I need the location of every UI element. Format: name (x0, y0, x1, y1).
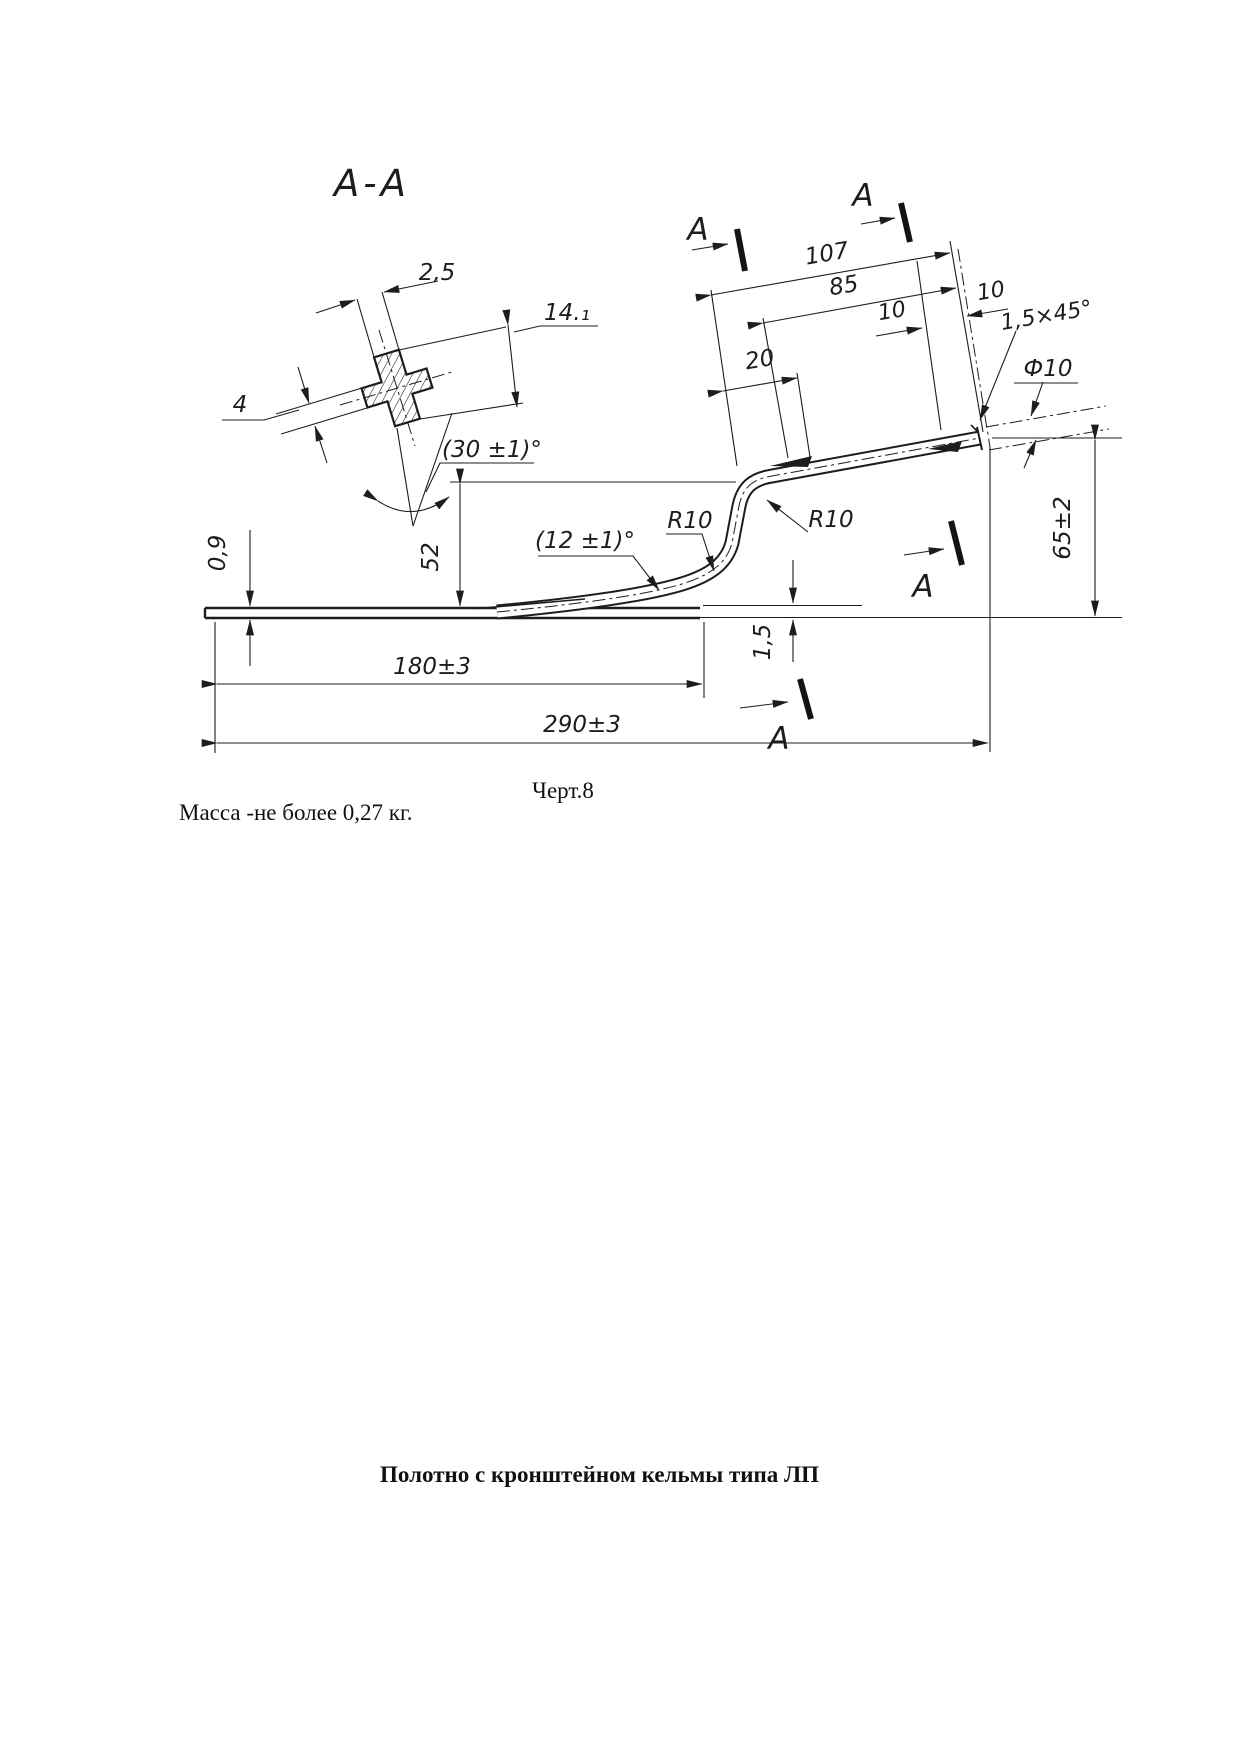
section-marker-top-right (850, 178, 910, 242)
ext-10-a (917, 261, 941, 430)
dim-label-r10-right: R10 (808, 507, 854, 533)
section-letter: А (687, 212, 709, 248)
dim-label-52: 52 (418, 542, 444, 572)
dim-label-290: 290±3 (543, 712, 621, 738)
dim-label-4: 4 (232, 392, 248, 418)
ext-85-left (763, 318, 788, 458)
section-letter: А (852, 178, 874, 214)
mass-note: Масса -не более 0,27 кг. (179, 800, 413, 825)
dim-20 (723, 345, 797, 391)
dim-thickness-4 (222, 367, 367, 463)
dim-290 (217, 712, 988, 743)
section-view-aa (222, 162, 598, 526)
dim-label-diameter: Ф10 (1023, 356, 1073, 382)
dim-label-chamfer: 1,5×45° (998, 296, 1095, 336)
dim-label-85: 85 (827, 270, 861, 302)
section-marker-bottom (740, 679, 811, 757)
section-title: А-А (334, 162, 410, 205)
dim-180 (215, 622, 704, 753)
dim-10-left (876, 297, 922, 336)
dim-overall-14 (399, 300, 598, 419)
ext-rod-end-axis (958, 249, 990, 447)
section-letter: А (768, 721, 790, 757)
main-view (205, 178, 1122, 757)
figure-title: Полотно с кронштейном кельмы типа ЛП (380, 1462, 820, 1487)
dim-label-14: 14.₁ (544, 300, 590, 326)
dim-diameter (986, 356, 1109, 468)
dim-label-r10-left: R10 (667, 508, 713, 534)
ext-107-left (711, 290, 737, 466)
figure-caption: Черт.8 (532, 778, 594, 803)
rod-outline (478, 425, 982, 612)
section-marker-top-left (685, 212, 745, 271)
ext-rod-end (950, 241, 983, 432)
section-marker-middle (904, 521, 962, 605)
section-letter: А (912, 569, 934, 605)
dim-gap-15 (750, 560, 793, 662)
dim-angle-12 (535, 528, 659, 590)
dim-85 (763, 271, 956, 323)
dim-label-180: 180±3 (393, 654, 471, 680)
dim-label-20: 20 (743, 344, 777, 376)
dim-label-2-5: 2,5 (418, 260, 456, 286)
dim-label-65: 65±2 (1050, 496, 1076, 560)
dim-radius-left (666, 508, 714, 571)
dim-label-30: (30 ±1)° (442, 437, 542, 463)
dim-label-10-right: 10 (975, 276, 1007, 307)
dim-blade-thickness (205, 530, 250, 666)
dim-label-107: 107 (803, 237, 851, 271)
dim-label-10-left: 10 (876, 296, 908, 327)
dim-label-1-5: 1,5 (750, 623, 776, 661)
dim-65 (992, 438, 1122, 616)
dim-label-0-9: 0,9 (205, 534, 231, 572)
blade-outline (205, 608, 700, 618)
dim-label-12: (12 ±1)° (535, 528, 635, 554)
rod-end-chamfer (971, 425, 977, 431)
ext-20-right (797, 373, 810, 457)
dim-radius-right (767, 500, 854, 533)
rod-flat-mark-left (770, 456, 812, 467)
